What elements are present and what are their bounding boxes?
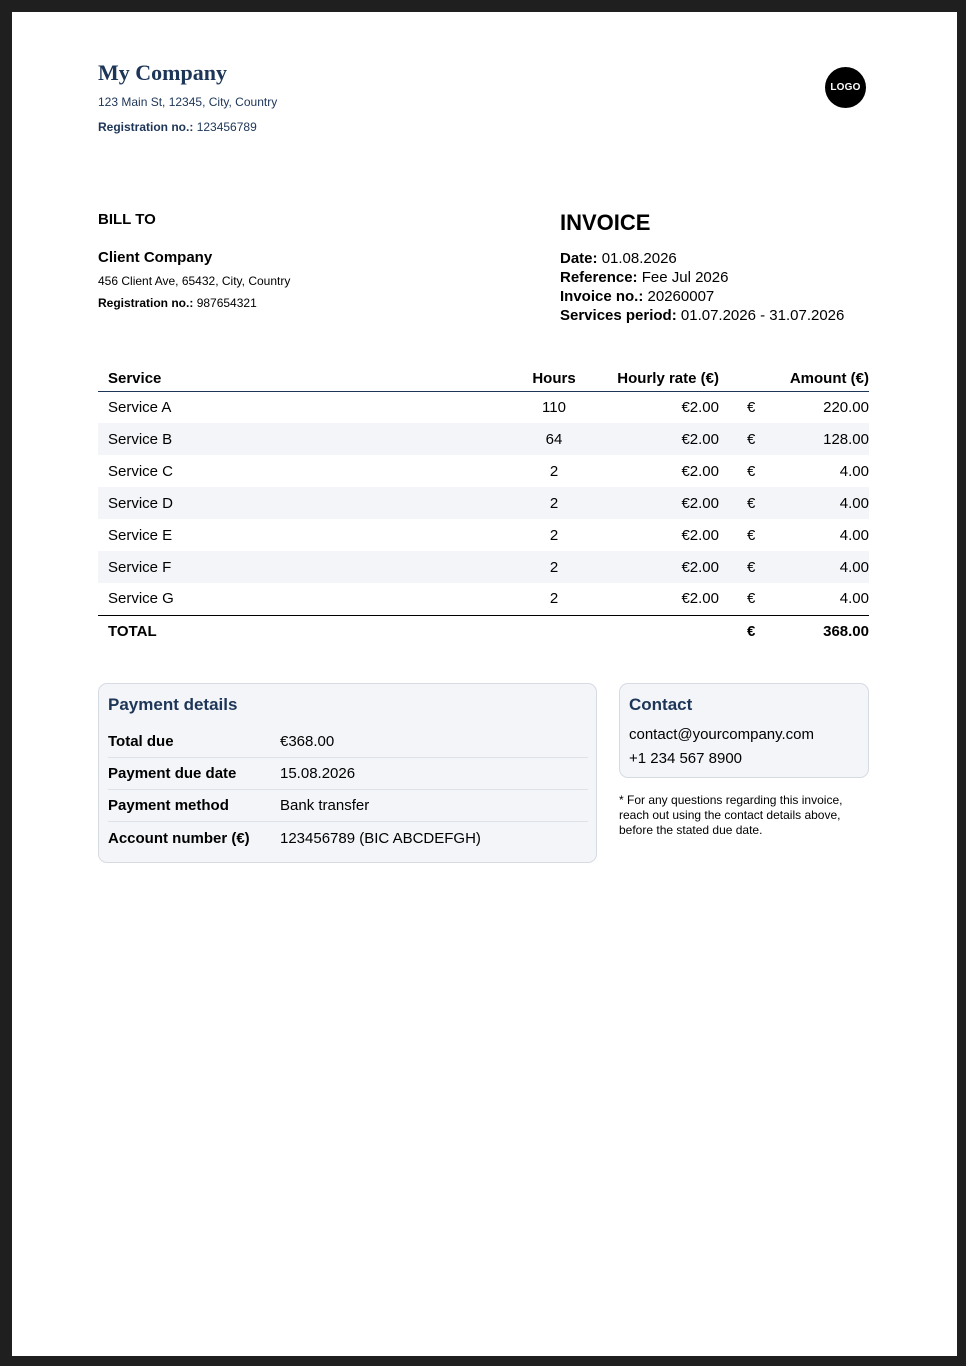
service-rate: €2.00 xyxy=(599,551,729,583)
invoice-number xyxy=(560,287,844,306)
service-rate: €2.00 xyxy=(681,526,719,544)
service-currency: € xyxy=(747,398,756,416)
service-amount: 4.00 xyxy=(769,551,869,583)
contact-phone[interactable]: +1 234 567 8900 xyxy=(629,750,743,767)
service-name: Service F xyxy=(98,551,509,583)
payment-label: Total due xyxy=(108,733,174,750)
company-registration xyxy=(98,120,257,134)
invoice-reference-label: Reference: xyxy=(560,269,638,286)
service-currency: € xyxy=(729,551,769,583)
total-hours-empty xyxy=(509,615,599,647)
service-hours: 2 xyxy=(509,487,599,519)
invoice-period xyxy=(560,306,844,325)
service-rate: €2.00 xyxy=(599,487,729,519)
total-row xyxy=(98,615,869,647)
invoice-heading: INVOICE xyxy=(560,210,651,235)
invoice-number-label: Invoice no.: xyxy=(560,288,644,305)
service-hours: 2 xyxy=(549,590,559,608)
service-name: Service E xyxy=(108,526,173,544)
service-name: Service C xyxy=(108,462,174,480)
header-hours: Hours xyxy=(509,366,599,391)
table-row xyxy=(98,583,869,615)
table-row xyxy=(98,423,869,455)
payment-row-account xyxy=(108,822,588,854)
service-currency: € xyxy=(729,423,769,455)
service-amount: 220.00 xyxy=(823,398,869,416)
invoice-meta xyxy=(560,249,844,325)
service-rate: €2.00 xyxy=(599,423,729,455)
invoice-number-value: 20260007 xyxy=(647,288,715,305)
client-registration-value: 987654321 xyxy=(196,296,257,310)
service-amount: 4.00 xyxy=(839,590,869,608)
service-amount: 128.00 xyxy=(769,423,869,455)
client-name: Client Company xyxy=(98,249,213,266)
header-hourly-rate: Hourly rate (€) xyxy=(599,366,729,391)
total-currency: € xyxy=(729,615,769,647)
client-registration xyxy=(98,296,257,310)
service-hours: 2 xyxy=(509,551,599,583)
table-row xyxy=(98,391,869,423)
service-currency: € xyxy=(747,526,756,544)
payment-row-due-date xyxy=(108,758,588,790)
service-hours: 2 xyxy=(549,526,559,544)
table-row xyxy=(98,519,869,551)
service-rate: €2.00 xyxy=(681,462,719,480)
header-service: Service xyxy=(98,366,509,391)
service-rate: €2.00 xyxy=(681,590,719,608)
invoice-date xyxy=(560,249,844,268)
invoice-date-value: 01.08.2026 xyxy=(601,250,677,267)
invoice-page xyxy=(12,12,957,1356)
service-currency: € xyxy=(747,462,756,480)
payment-details-title: Payment details xyxy=(108,695,238,714)
payment-label: Account number (€) xyxy=(108,829,250,847)
invoice-reference xyxy=(560,268,844,287)
service-name: Service D xyxy=(98,487,509,519)
service-rate: €2.00 xyxy=(681,398,719,416)
payment-label: Payment due date xyxy=(108,765,237,782)
client-address: 456 Client Ave, 65432, City, Country xyxy=(98,274,291,288)
header-amount: Amount (€) xyxy=(729,366,869,391)
contact-title: Contact xyxy=(629,695,693,714)
client-registration-label: Registration no.: xyxy=(98,296,194,310)
total-amount: 368.00 xyxy=(769,615,869,647)
table-row xyxy=(98,455,869,487)
service-name: Service A xyxy=(108,398,172,416)
table-header-row xyxy=(98,366,869,391)
service-currency: € xyxy=(729,487,769,519)
table-row xyxy=(98,487,869,519)
payment-value: 15.08.2026 xyxy=(280,765,356,782)
payment-label: Payment method xyxy=(108,797,229,814)
company-name: My Company xyxy=(98,60,227,85)
table-row xyxy=(98,551,869,583)
payment-details-card xyxy=(98,683,597,863)
invoice-date-label: Date: xyxy=(560,250,598,267)
service-name: Service B xyxy=(98,423,509,455)
company-logo: LOGO xyxy=(825,67,866,108)
company-registration-value: 123456789 xyxy=(196,120,257,134)
total-rate-empty xyxy=(599,615,729,647)
service-hours: 64 xyxy=(509,423,599,455)
service-name: Service G xyxy=(108,590,174,608)
contact-card xyxy=(619,683,869,778)
service-hours: 2 xyxy=(549,462,559,480)
invoice-reference-value: Fee Jul 2026 xyxy=(641,269,729,286)
invoice-period-label: Services period: xyxy=(560,307,677,324)
payment-value: Bank transfer xyxy=(280,797,370,814)
payment-row-total-due xyxy=(108,726,588,758)
company-address: 123 Main St, 12345, City, Country xyxy=(98,95,278,109)
service-amount: 4.00 xyxy=(839,526,869,544)
contact-footnote: * For any questions regarding this invoice, reach out using the contact details above, before the stated due date. xyxy=(619,793,843,837)
contact-email[interactable]: contact@yourcompany.com xyxy=(629,726,815,743)
total-label: TOTAL xyxy=(98,615,509,647)
payment-value: 123456789 (BIC ABCDEFGH) xyxy=(280,829,481,847)
service-hours: 110 xyxy=(542,398,566,416)
service-currency: € xyxy=(747,590,756,608)
bill-to-heading: BILL TO xyxy=(98,211,156,228)
services-table xyxy=(98,366,869,647)
service-amount: 4.00 xyxy=(839,462,869,480)
company-registration-label: Registration no.: xyxy=(98,120,194,134)
payment-value: €368.00 xyxy=(280,733,335,750)
service-amount: 4.00 xyxy=(769,487,869,519)
invoice-period-value: 01.07.2026 - 31.07.2026 xyxy=(680,307,845,324)
payment-row-method xyxy=(108,790,588,822)
